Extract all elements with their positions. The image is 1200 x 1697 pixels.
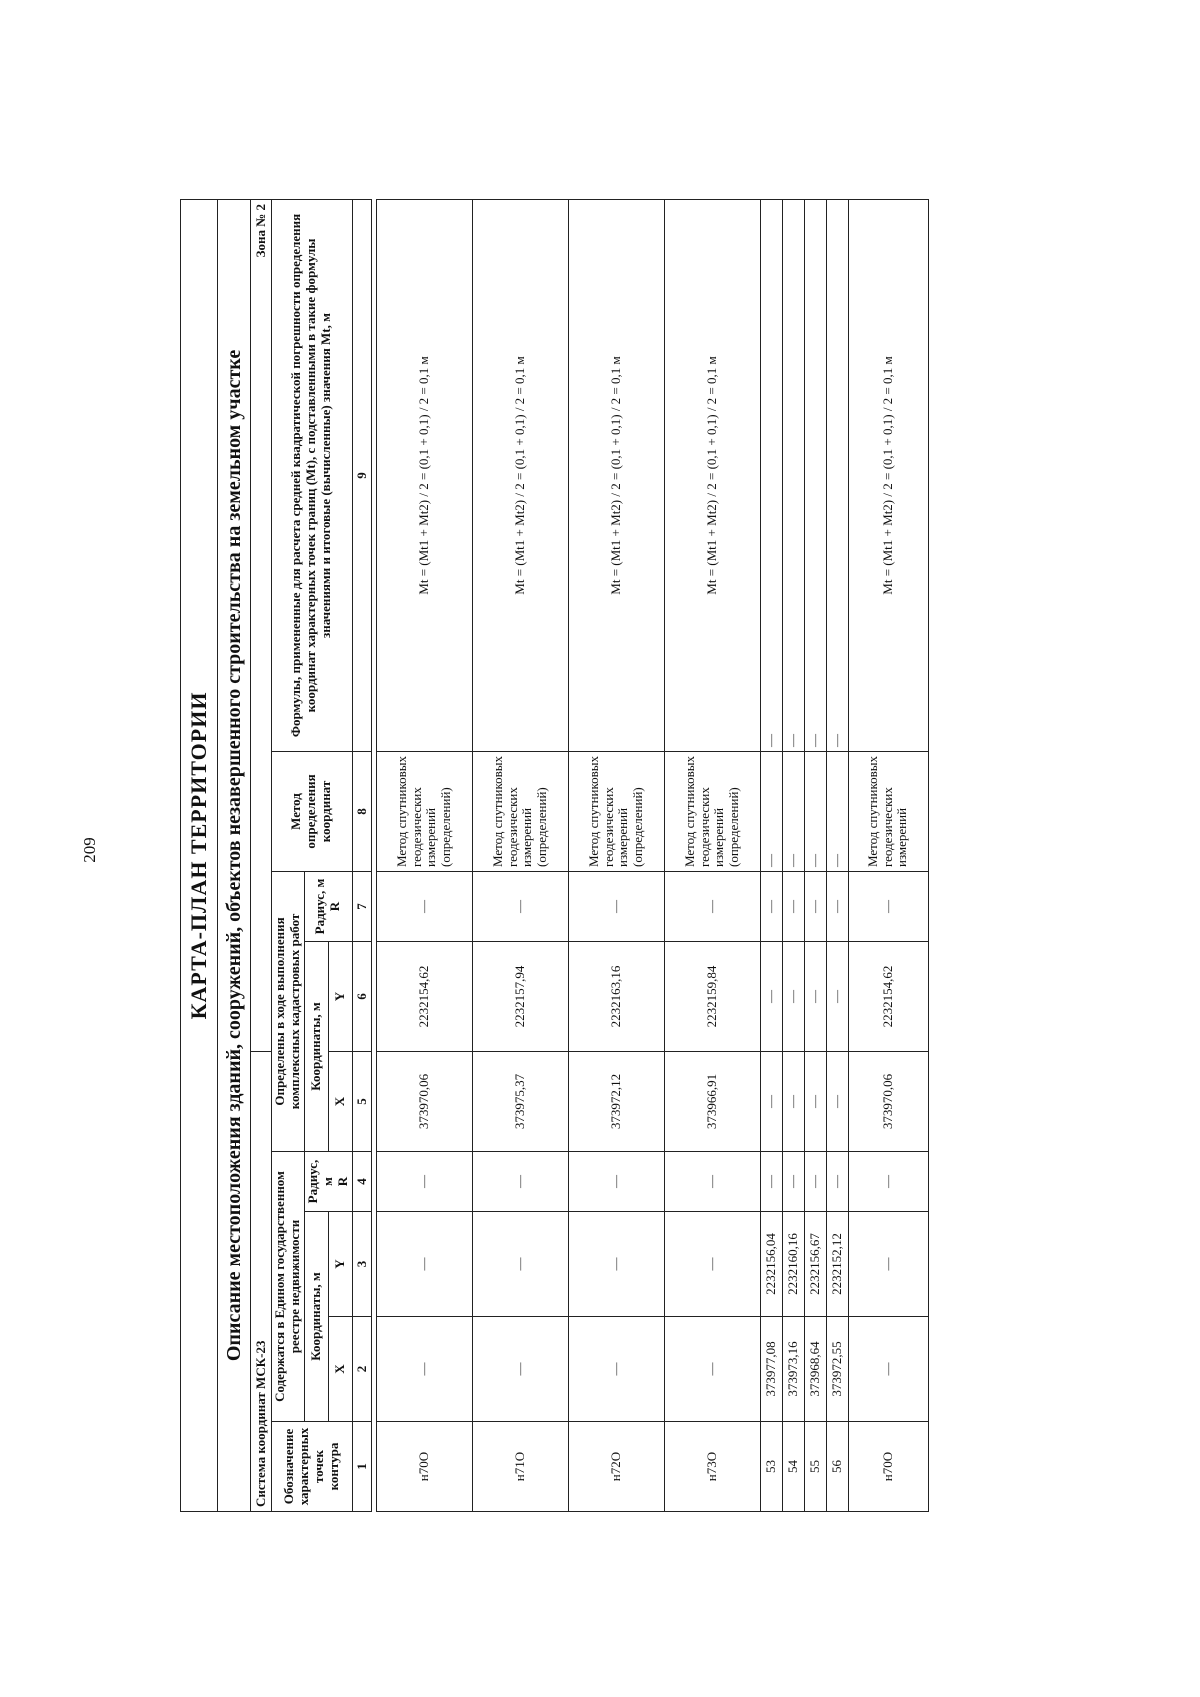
formula-cell: — xyxy=(804,199,826,751)
method-cell: Метод спутниковых геодезических измерений xyxy=(848,752,928,872)
x-egrn: 373977,08 xyxy=(760,1317,782,1422)
x-egrn: — xyxy=(568,1317,664,1422)
col-number: 2 xyxy=(352,1317,371,1422)
r-kkr: — xyxy=(472,872,568,942)
col-number: 6 xyxy=(352,942,371,1052)
x-egrn: — xyxy=(848,1317,928,1422)
page-number: 209 xyxy=(80,837,99,863)
coord-system: Система координат МСК-23 xyxy=(251,1052,272,1512)
method-cell: Метод спутниковых геодезических измерений (определений) xyxy=(664,752,760,872)
table-row xyxy=(376,199,472,1511)
header-point: Обозначение характерных точек контура xyxy=(272,1422,353,1512)
point-id: 53 xyxy=(760,1422,782,1512)
r-egrn: — xyxy=(826,1152,848,1212)
r-kkr: — xyxy=(782,872,804,942)
y-kkr: — xyxy=(760,942,782,1052)
header-kkr: Определены в ходе выполнения комплексных кадастровых работ xyxy=(272,872,305,1152)
r-kkr: — xyxy=(568,872,664,942)
r-egrn: — xyxy=(472,1152,568,1212)
x-egrn: 373973,16 xyxy=(782,1317,804,1422)
r-kkr: — xyxy=(804,872,826,942)
r-egrn: — xyxy=(376,1152,472,1212)
r-egrn: — xyxy=(848,1152,928,1212)
x-kkr: 373975,37 xyxy=(472,1052,568,1152)
header-method: Метод определения координат xyxy=(272,752,353,872)
y-kkr: 2232157,94 xyxy=(472,942,568,1052)
header-x-kkr: X xyxy=(328,1052,352,1152)
y-egrn: 2232156,67 xyxy=(804,1212,826,1317)
y-egrn: — xyxy=(848,1212,928,1317)
r-egrn: — xyxy=(804,1152,826,1212)
rotated-table-container xyxy=(180,200,1020,1512)
formula-cell: Mt = (Mt1 + Mt2) / 2 = (0,1 + 0,1) / 2 = 0,1 м xyxy=(664,199,760,751)
x-egrn: — xyxy=(376,1317,472,1422)
point-id: н72О xyxy=(568,1422,664,1512)
table-row xyxy=(472,199,568,1511)
coordinates-table xyxy=(180,199,929,1512)
r-egrn: — xyxy=(782,1152,804,1212)
y-egrn: — xyxy=(568,1212,664,1317)
y-kkr: 2232154,62 xyxy=(848,942,928,1052)
header-coords-egrn: Координаты, м xyxy=(304,1212,328,1422)
col-number: 7 xyxy=(352,872,371,942)
formula-cell: Mt = (Mt1 + Mt2) / 2 = (0,1 + 0,1) / 2 = 0,1 м xyxy=(848,199,928,751)
table-row xyxy=(804,199,826,1511)
r-kkr: — xyxy=(848,872,928,942)
col-number: 1 xyxy=(352,1422,371,1512)
y-egrn: 2232152,12 xyxy=(826,1212,848,1317)
point-id: н70О xyxy=(848,1422,928,1512)
header-coords-kkr: Координаты, м xyxy=(304,942,328,1152)
r-kkr: — xyxy=(664,872,760,942)
method-cell: — xyxy=(782,752,804,872)
point-id: н73О xyxy=(664,1422,760,1512)
point-id: н71О xyxy=(472,1422,568,1512)
x-egrn: — xyxy=(664,1317,760,1422)
header-y-kkr: Y xyxy=(328,942,352,1052)
r-kkr: — xyxy=(826,872,848,942)
document-title: КАРТА-ПЛАН ТЕРРИТОРИИ xyxy=(181,199,218,1511)
formula-cell: Mt = (Mt1 + Mt2) / 2 = (0,1 + 0,1) / 2 = 0,1 м xyxy=(376,199,472,751)
point-id: 55 xyxy=(804,1422,826,1512)
formula-cell: — xyxy=(782,199,804,751)
method-cell: Метод спутниковых геодезических измерений (определений) xyxy=(472,752,568,872)
method-cell: — xyxy=(760,752,782,872)
x-kkr: — xyxy=(760,1052,782,1152)
x-egrn: 373968,64 xyxy=(804,1317,826,1422)
col-number: 4 xyxy=(352,1152,371,1212)
table-row xyxy=(664,199,760,1511)
point-id: н70О xyxy=(376,1422,472,1512)
header-x-egrn: X xyxy=(328,1317,352,1422)
x-kkr: 373972,12 xyxy=(568,1052,664,1152)
point-id: 56 xyxy=(826,1422,848,1512)
col-number: 9 xyxy=(352,199,371,751)
r-kkr: — xyxy=(760,872,782,942)
method-cell: Метод спутниковых геодезических измерений (определений) xyxy=(376,752,472,872)
y-kkr: 2232159,84 xyxy=(664,942,760,1052)
table-row xyxy=(782,199,804,1511)
y-egrn: — xyxy=(664,1212,760,1317)
table-row xyxy=(848,199,928,1511)
col-number: 5 xyxy=(352,1052,371,1152)
header-y-egrn: Y xyxy=(328,1212,352,1317)
y-egrn: 2232156,04 xyxy=(760,1212,782,1317)
method-cell: Метод спутниковых геодезических измерений (определений) xyxy=(568,752,664,872)
point-id: 54 xyxy=(782,1422,804,1512)
col-number: 8 xyxy=(352,752,371,872)
r-egrn: — xyxy=(664,1152,760,1212)
y-kkr: 2232163,16 xyxy=(568,942,664,1052)
x-kkr: 373966,91 xyxy=(664,1052,760,1152)
header-egrn: Содержатся в Едином государственном реестре недвижимости xyxy=(272,1152,305,1422)
formula-cell: Mt = (Mt1 + Mt2) / 2 = (0,1 + 0,1) / 2 = 0,1 м xyxy=(568,199,664,751)
y-kkr: — xyxy=(804,942,826,1052)
y-egrn: — xyxy=(376,1212,472,1317)
x-kkr: — xyxy=(804,1052,826,1152)
y-egrn: 2232160,16 xyxy=(782,1212,804,1317)
method-cell: — xyxy=(804,752,826,872)
y-kkr: — xyxy=(826,942,848,1052)
x-kkr: — xyxy=(782,1052,804,1152)
zone-label: Зона № 2 xyxy=(251,199,272,1051)
y-kkr: 2232154,62 xyxy=(376,942,472,1052)
formula-cell: Mt = (Mt1 + Mt2) / 2 = (0,1 + 0,1) / 2 = 0,1 м xyxy=(472,199,568,751)
table-row xyxy=(826,199,848,1511)
r-kkr: — xyxy=(376,872,472,942)
x-egrn: 373972,55 xyxy=(826,1317,848,1422)
formula-cell: — xyxy=(826,199,848,751)
r-egrn: — xyxy=(568,1152,664,1212)
header-formula: Формулы, примененные для расчета средней квадратической погрешности определения координат характерных точек границ (Mt), с подставленными в такие формулы значениями и итоговые (вычисленные) значения Mt, м xyxy=(272,199,353,751)
col-number: 3 xyxy=(352,1212,371,1317)
r-egrn: — xyxy=(760,1152,782,1212)
document-subtitle: Описание местоположения зданий, сооружений, объектов незавершенного строительства на земельном участке xyxy=(218,199,251,1511)
header-radius-egrn: Радиус, м R xyxy=(304,1152,352,1212)
x-kkr: — xyxy=(826,1052,848,1152)
x-egrn: — xyxy=(472,1317,568,1422)
y-egrn: — xyxy=(472,1212,568,1317)
formula-cell: — xyxy=(760,199,782,751)
method-cell: — xyxy=(826,752,848,872)
x-kkr: 373970,06 xyxy=(376,1052,472,1152)
table-row xyxy=(760,199,782,1511)
table-row xyxy=(568,199,664,1511)
x-kkr: 373970,06 xyxy=(848,1052,928,1152)
header-radius-kkr: Радиус, м R xyxy=(304,872,352,942)
y-kkr: — xyxy=(782,942,804,1052)
